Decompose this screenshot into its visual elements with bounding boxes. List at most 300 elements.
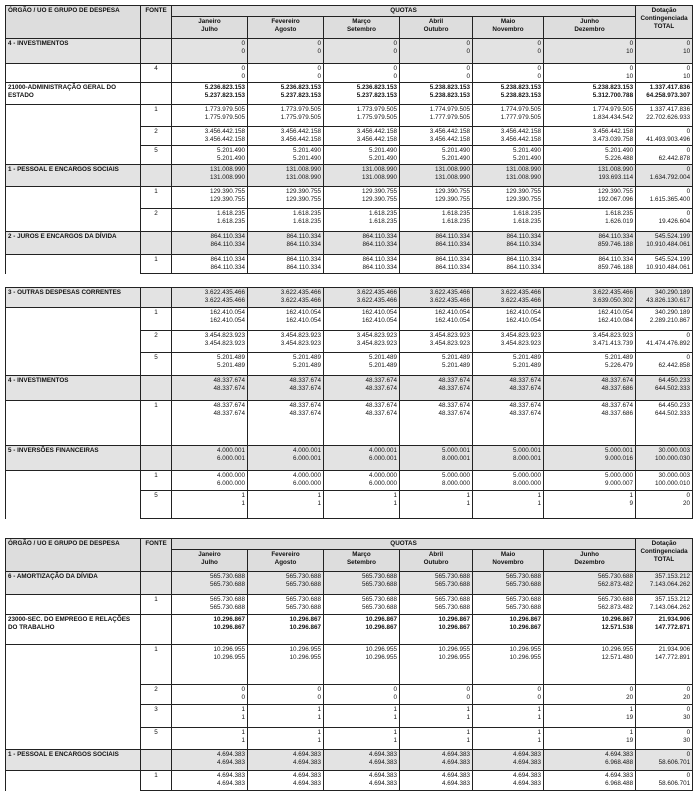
quota-cell: 4.000.000 6.000.000 xyxy=(248,471,324,491)
quota-cell: 4.694.383 4.694.383 xyxy=(400,750,473,771)
quota-cell: 864.110.334 864.110.334 xyxy=(400,232,473,255)
table-row xyxy=(6,288,693,308)
quota-cell: 0 0 xyxy=(400,64,473,83)
fonte-cell xyxy=(141,83,172,105)
quota-cell: 3.454.823.923 3.471.413.739 xyxy=(544,331,636,353)
total-cell: 64.450.233 644.502.333 xyxy=(636,401,693,446)
total-cell: 357.153.212 7.143.064.262 xyxy=(636,572,693,595)
fonte-cell xyxy=(141,288,172,308)
table-row xyxy=(6,491,693,519)
quota-cell: 4.694.383 4.694.383 xyxy=(248,750,324,771)
total-header: Dotação Contingenciada TOTAL xyxy=(636,539,693,572)
table-row xyxy=(6,471,693,491)
row-label: 23000-SEC. DO EMPREGO E RELAÇÕES DO TRABALHO xyxy=(6,615,141,645)
quota-cell: 1.773.979.505 1.775.979.505 xyxy=(324,105,400,127)
total-cell: 1.337.417.836 64.258.973.307 xyxy=(636,83,693,105)
quota-cell: 0 0 xyxy=(172,685,248,705)
quota-cell: 10.296.867 10.296.867 xyxy=(400,615,473,645)
fonte-cell: 2 xyxy=(141,331,172,353)
quota-cell: 0 0 xyxy=(324,685,400,705)
quota-cell: 1 1 xyxy=(400,491,473,519)
table-row xyxy=(6,728,693,750)
quota-cell: 10.296.867 10.296.867 xyxy=(473,615,544,645)
fonte-cell: 2 xyxy=(141,685,172,705)
quota-cell: 162.410.054 162.410.054 xyxy=(248,308,324,331)
quota-cell: 1.773.979.505 1.775.979.505 xyxy=(172,105,248,127)
table-row xyxy=(6,750,693,771)
quota-cell: 162.410.054 162.410.054 xyxy=(172,308,248,331)
month-header: Fevereiro Agosto xyxy=(248,17,324,39)
row-label xyxy=(6,401,141,446)
quota-cell: 129.390.755 129.390.755 xyxy=(400,187,473,209)
quota-cell: 48.337.674 48.337.686 xyxy=(544,401,636,446)
quota-cell: 1.618.235 1.618.235 xyxy=(473,209,544,232)
quota-cell: 1.618.235 1.626.019 xyxy=(544,209,636,232)
quota-cell: 48.337.674 48.337.674 xyxy=(400,376,473,401)
row-label xyxy=(6,146,141,165)
quota-cell: 565.730.688 565.730.688 xyxy=(473,572,544,595)
quota-cell: 5.238.823.153 5.312.700.788 xyxy=(544,83,636,105)
quota-cell: 48.337.674 48.337.674 xyxy=(324,376,400,401)
table-row xyxy=(6,572,693,595)
fonte-cell: 1 xyxy=(141,255,172,274)
fonte-cell: 1 xyxy=(141,471,172,491)
table-row xyxy=(6,209,693,232)
quota-cell: 0 0 xyxy=(172,64,248,83)
quota-cell: 10.296.955 10.296.955 xyxy=(172,645,248,685)
quota-cell: 1.774.979.505 1.834.434.542 xyxy=(544,105,636,127)
total-cell: 0 1.634.792.004 xyxy=(636,165,693,187)
quota-cell: 10.296.867 10.296.867 xyxy=(248,615,324,645)
quota-cell: 0 0 xyxy=(248,39,324,64)
quota-cell: 3.456.442.158 3.456.442.158 xyxy=(400,127,473,146)
quota-cell: 3.622.435.466 3.622.435.466 xyxy=(473,288,544,308)
quota-cell: 1 1 xyxy=(473,728,544,750)
quota-cell: 3.622.435.466 3.622.435.466 xyxy=(324,288,400,308)
row-label xyxy=(6,471,141,491)
row-label xyxy=(6,353,141,376)
quota-cell: 5.236.823.153 5.237.823.153 xyxy=(324,83,400,105)
quota-cell: 0 10 xyxy=(544,39,636,64)
quota-cell: 1 1 xyxy=(248,728,324,750)
quota-cell: 4.000.000 6.000.000 xyxy=(172,471,248,491)
total-cell: 0 62.442.878 xyxy=(636,146,693,165)
quota-cell: 1 1 xyxy=(324,705,400,728)
fonte-cell: 5 xyxy=(141,353,172,376)
quota-cell: 1 1 xyxy=(248,491,324,519)
quota-cell: 565.730.688 565.730.688 xyxy=(324,572,400,595)
fonte-cell: 2 xyxy=(141,209,172,232)
table-row xyxy=(6,615,693,645)
quota-cell: 129.390.755 129.390.755 xyxy=(172,187,248,209)
quota-cell: 5.201.490 5.226.488 xyxy=(544,146,636,165)
quota-cell: 0 10 xyxy=(544,64,636,83)
month-header: Abril Outubro xyxy=(400,550,473,572)
quota-cell: 565.730.688 562.873.482 xyxy=(544,595,636,615)
total-cell: 545.524.199 10.910.484.061 xyxy=(636,232,693,255)
row-label: 5 - INVERSÕES FINANCEIRAS xyxy=(6,446,141,471)
row-label xyxy=(6,728,141,750)
quota-cell: 5.236.823.153 5.237.823.153 xyxy=(172,83,248,105)
quota-cell: 129.390.755 192.067.096 xyxy=(544,187,636,209)
table-row xyxy=(6,353,693,376)
row-label xyxy=(6,491,141,519)
quota-cell: 565.730.688 562.873.482 xyxy=(544,572,636,595)
row-label xyxy=(6,331,141,353)
fonte-cell: 1 xyxy=(141,595,172,615)
quota-cell: 864.110.334 864.110.334 xyxy=(473,232,544,255)
fonte-cell xyxy=(141,446,172,471)
fonte-cell xyxy=(141,376,172,401)
fonte-cell xyxy=(141,232,172,255)
quota-cell: 131.008.990 193.693.114 xyxy=(544,165,636,187)
quota-cell: 4.000.001 6.000.001 xyxy=(172,446,248,471)
quota-cell: 3.456.442.158 3.456.442.158 xyxy=(324,127,400,146)
fonte-cell: 1 xyxy=(141,401,172,446)
quota-cell: 0 0 xyxy=(172,39,248,64)
table-row xyxy=(6,187,693,209)
month-header: Maio Novembro xyxy=(473,550,544,572)
quota-cell: 1 19 xyxy=(544,705,636,728)
table-row xyxy=(6,105,693,127)
total-cell: 0 41.493.903.496 xyxy=(636,127,693,146)
fonte-cell: 1 xyxy=(141,187,172,209)
quota-cell: 1 9 xyxy=(544,491,636,519)
row-label: 1 - PESSOAL E ENCARGOS SOCIAIS xyxy=(6,750,141,771)
orgao-header: ÓRGÃO / UO E GRUPO DE DESPESA xyxy=(6,6,141,39)
quota-cell: 4.000.001 6.000.001 xyxy=(324,446,400,471)
month-header: Junho Dezembro xyxy=(544,17,636,39)
quota-cell: 48.337.674 48.337.686 xyxy=(544,376,636,401)
total-cell: 30.000.003 100.000.030 xyxy=(636,446,693,471)
quota-cell: 864.110.334 859.746.188 xyxy=(544,255,636,274)
quota-cell: 864.110.334 864.110.334 xyxy=(172,232,248,255)
quota-cell: 565.730.688 565.730.688 xyxy=(172,595,248,615)
quota-cell: 1.618.235 1.618.235 xyxy=(248,209,324,232)
quota-cell: 4.694.383 4.694.383 xyxy=(473,750,544,771)
quota-cell: 129.390.755 129.390.755 xyxy=(473,187,544,209)
quota-cell: 3.454.823.923 3.454.823.923 xyxy=(248,331,324,353)
quota-cell: 5.000.001 9.000.016 xyxy=(544,446,636,471)
table-row xyxy=(6,255,693,274)
quota-cell: 3.622.435.466 3.622.435.466 xyxy=(248,288,324,308)
table-row xyxy=(6,401,693,446)
total-cell: 0 41.474.476.892 xyxy=(636,331,693,353)
table-row xyxy=(6,64,693,83)
quota-cell: 131.008.990 131.008.990 xyxy=(400,165,473,187)
quota-cell: 1 1 xyxy=(172,705,248,728)
quota-cell: 1 1 xyxy=(400,705,473,728)
quota-cell: 3.456.442.158 3.456.442.158 xyxy=(248,127,324,146)
quota-cell: 1.618.235 1.618.235 xyxy=(400,209,473,232)
row-label xyxy=(6,308,141,331)
month-header: Janeiro Julho xyxy=(172,17,248,39)
row-label: 3 - OUTRAS DESPESAS CORRENTES xyxy=(6,288,141,308)
total-cell: 21.934.906 147.772.891 xyxy=(636,645,693,685)
total-cell: 21.934.906 147.772.871 xyxy=(636,615,693,645)
quota-cell: 0 0 xyxy=(473,685,544,705)
quota-cell: 5.000.000 8.000.000 xyxy=(400,471,473,491)
quota-cell: 3.454.823.923 3.454.823.923 xyxy=(400,331,473,353)
quota-cell: 5.236.823.153 5.237.823.153 xyxy=(248,83,324,105)
quota-cell: 0 0 xyxy=(400,39,473,64)
quota-cell: 48.337.674 48.337.674 xyxy=(172,401,248,446)
quota-cell: 4.694.383 4.694.383 xyxy=(172,771,248,791)
budget-table-1 xyxy=(5,5,693,274)
total-cell: 340.290.189 43.826.130.617 xyxy=(636,288,693,308)
row-label xyxy=(6,64,141,83)
quota-cell: 4.694.383 4.694.383 xyxy=(172,750,248,771)
table-row xyxy=(6,165,693,187)
row-label xyxy=(6,685,141,705)
quota-cell: 129.390.755 129.390.755 xyxy=(248,187,324,209)
quota-cell: 162.410.054 162.410.054 xyxy=(324,308,400,331)
quota-cell: 0 20 xyxy=(544,685,636,705)
quota-cell: 1 1 xyxy=(172,728,248,750)
quota-cell: 1 1 xyxy=(324,491,400,519)
quota-cell: 131.008.990 131.008.990 xyxy=(248,165,324,187)
fonte-cell: 3 xyxy=(141,705,172,728)
quota-cell: 1.618.235 1.618.235 xyxy=(324,209,400,232)
quota-cell: 3.454.823.923 3.454.823.923 xyxy=(473,331,544,353)
quota-cell: 0 0 xyxy=(400,685,473,705)
row-label xyxy=(6,255,141,274)
quota-cell: 1 1 xyxy=(248,705,324,728)
quota-cell: 1.773.979.505 1.775.979.505 xyxy=(248,105,324,127)
quota-cell: 48.337.674 48.337.674 xyxy=(248,376,324,401)
table-row xyxy=(6,331,693,353)
quota-cell: 1 1 xyxy=(172,491,248,519)
total-cell: 0 10 xyxy=(636,64,693,83)
quota-cell: 565.730.688 565.730.688 xyxy=(400,595,473,615)
quota-cell: 5.000.000 9.000.007 xyxy=(544,471,636,491)
quota-cell: 5.238.823.153 5.238.823.153 xyxy=(473,83,544,105)
quota-cell: 4.694.383 4.694.383 xyxy=(248,771,324,791)
quota-cell: 565.730.688 565.730.688 xyxy=(473,595,544,615)
quota-cell: 0 0 xyxy=(248,64,324,83)
month-header: Junho Dezembro xyxy=(544,550,636,572)
quota-cell: 5.201.490 5.201.490 xyxy=(473,146,544,165)
quota-cell: 4.694.383 6.968.488 xyxy=(544,771,636,791)
quota-cell: 162.410.054 162.410.054 xyxy=(473,308,544,331)
quota-cell: 3.622.435.466 3.639.050.302 xyxy=(544,288,636,308)
quota-cell: 864.110.334 864.110.334 xyxy=(400,255,473,274)
quota-cell: 129.390.755 129.390.755 xyxy=(324,187,400,209)
month-header: Abril Outubro xyxy=(400,17,473,39)
quota-cell: 5.000.001 8.000.001 xyxy=(400,446,473,471)
quota-cell: 0 0 xyxy=(473,64,544,83)
quotas-header: QUOTAS xyxy=(172,539,636,550)
quota-cell: 5.201.489 5.201.489 xyxy=(473,353,544,376)
quota-cell: 565.730.688 565.730.688 xyxy=(400,572,473,595)
month-header: Maio Novembro xyxy=(473,17,544,39)
fonte-cell: 5 xyxy=(141,491,172,519)
quota-cell: 4.000.001 6.000.001 xyxy=(248,446,324,471)
quota-cell: 5.201.489 5.201.489 xyxy=(248,353,324,376)
quota-cell: 3.456.442.158 3.473.039.758 xyxy=(544,127,636,146)
quota-cell: 4.694.383 4.694.383 xyxy=(473,771,544,791)
quota-cell: 1.774.979.505 1.777.979.505 xyxy=(400,105,473,127)
quota-cell: 4.694.383 4.694.383 xyxy=(400,771,473,791)
fonte-cell xyxy=(141,572,172,595)
quota-cell: 131.008.990 131.008.990 xyxy=(324,165,400,187)
row-label xyxy=(6,127,141,146)
budget-table-3 xyxy=(5,538,693,791)
quota-cell: 565.730.688 565.730.688 xyxy=(248,572,324,595)
total-cell: 0 30 xyxy=(636,728,693,750)
orgao-header: ÓRGÃO / UO E GRUPO DE DESPESA xyxy=(6,539,141,572)
quota-cell: 131.008.990 131.008.990 xyxy=(473,165,544,187)
quota-cell: 864.110.334 864.110.334 xyxy=(248,255,324,274)
fonte-cell: 1 xyxy=(141,308,172,331)
quota-cell: 5.201.489 5.226.479 xyxy=(544,353,636,376)
quota-cell: 5.201.490 5.201.490 xyxy=(248,146,324,165)
fonte-cell: 2 xyxy=(141,127,172,146)
budget-table-2 xyxy=(5,287,693,519)
row-label: 4 - INVESTIMENTOS xyxy=(6,39,141,64)
total-cell: 30.000.003 100.000.010 xyxy=(636,471,693,491)
quota-cell: 10.296.955 10.296.955 xyxy=(473,645,544,685)
fonte-header: FONTE xyxy=(141,6,172,39)
quota-cell: 864.110.334 864.110.334 xyxy=(324,255,400,274)
quota-cell: 5.238.823.153 5.238.823.153 xyxy=(400,83,473,105)
table-row xyxy=(6,39,693,64)
quota-cell: 5.000.000 8.000.000 xyxy=(473,471,544,491)
month-header: Janeiro Julho xyxy=(172,550,248,572)
total-cell: 0 20 xyxy=(636,491,693,519)
quota-cell: 48.337.674 48.337.674 xyxy=(172,376,248,401)
table-row xyxy=(6,83,693,105)
fonte-cell: 5 xyxy=(141,728,172,750)
fonte-cell xyxy=(141,750,172,771)
quota-cell: 864.110.334 864.110.334 xyxy=(324,232,400,255)
quota-cell: 5.201.489 5.201.489 xyxy=(400,353,473,376)
quota-cell: 131.008.990 131.008.990 xyxy=(172,165,248,187)
total-cell: 545.524.199 10.910.484.061 xyxy=(636,255,693,274)
table-row xyxy=(6,705,693,728)
quota-cell: 48.337.674 48.337.674 xyxy=(324,401,400,446)
quota-cell: 0 0 xyxy=(324,39,400,64)
row-label xyxy=(6,645,141,685)
total-cell: 357.153.212 7.143.064.262 xyxy=(636,595,693,615)
fonte-header: FONTE xyxy=(141,539,172,572)
fonte-cell: 1 xyxy=(141,771,172,791)
quota-cell: 5.201.490 5.201.490 xyxy=(400,146,473,165)
quota-cell: 10.296.867 10.296.867 xyxy=(324,615,400,645)
quota-cell: 5.201.489 5.201.489 xyxy=(324,353,400,376)
quota-cell: 1 1 xyxy=(473,705,544,728)
quota-cell: 565.730.688 565.730.688 xyxy=(172,572,248,595)
fonte-cell: 1 xyxy=(141,645,172,685)
quota-cell: 48.337.674 48.337.674 xyxy=(473,376,544,401)
quota-cell: 162.410.054 162.410.054 xyxy=(400,308,473,331)
quota-cell: 1.774.979.505 1.777.979.505 xyxy=(473,105,544,127)
table-row xyxy=(6,446,693,471)
table-row xyxy=(6,376,693,401)
month-header: Fevereiro Agosto xyxy=(248,550,324,572)
quota-cell: 162.410.054 162.410.084 xyxy=(544,308,636,331)
total-cell: 0 62.442.858 xyxy=(636,353,693,376)
quota-cell: 48.337.674 48.337.674 xyxy=(248,401,324,446)
total-cell: 1.337.417.836 22.702.626.933 xyxy=(636,105,693,127)
quota-cell: 1 19 xyxy=(544,728,636,750)
quota-cell: 864.110.334 859.746.188 xyxy=(544,232,636,255)
row-label xyxy=(6,771,141,791)
quota-cell: 4.694.383 6.968.488 xyxy=(544,750,636,771)
row-label: 1 - PESSOAL E ENCARGOS SOCIAIS xyxy=(6,165,141,187)
total-cell: 0 10 xyxy=(636,39,693,64)
quota-cell: 3.454.823.923 3.454.823.923 xyxy=(324,331,400,353)
quota-cell: 48.337.674 48.337.674 xyxy=(400,401,473,446)
quota-cell: 1 1 xyxy=(324,728,400,750)
total-cell: 64.450.233 644.502.333 xyxy=(636,376,693,401)
quotas-header: QUOTAS xyxy=(172,6,636,17)
quota-cell: 864.110.334 864.110.334 xyxy=(473,255,544,274)
quota-cell: 0 0 xyxy=(248,685,324,705)
quota-cell: 10.296.867 12.571.538 xyxy=(544,615,636,645)
table-row xyxy=(6,645,693,685)
quota-cell: 1 1 xyxy=(400,728,473,750)
fonte-cell xyxy=(141,615,172,645)
table-row xyxy=(6,146,693,165)
quota-cell: 864.110.334 864.110.334 xyxy=(172,255,248,274)
row-label: 4 - INVESTIMENTOS xyxy=(6,376,141,401)
quota-cell: 10.296.955 10.296.955 xyxy=(400,645,473,685)
quota-cell: 5.000.001 8.000.001 xyxy=(473,446,544,471)
total-cell: 0 58.606.701 xyxy=(636,750,693,771)
table-row xyxy=(6,771,693,791)
table-row xyxy=(6,685,693,705)
quota-cell: 5.201.490 5.201.490 xyxy=(324,146,400,165)
quota-cell: 1 1 xyxy=(473,491,544,519)
quota-cell: 1.618.235 1.618.235 xyxy=(172,209,248,232)
total-cell: 0 30 xyxy=(636,705,693,728)
total-cell: 0 1.615.365.400 xyxy=(636,187,693,209)
total-cell: 0 58.606.701 xyxy=(636,771,693,791)
quota-cell: 0 0 xyxy=(473,39,544,64)
quota-cell: 3.456.442.158 3.456.442.158 xyxy=(473,127,544,146)
quota-cell: 3.622.435.466 3.622.435.466 xyxy=(172,288,248,308)
table-row xyxy=(6,595,693,615)
fonte-cell xyxy=(141,165,172,187)
quota-cell: 3.622.435.466 3.622.435.466 xyxy=(400,288,473,308)
quota-cell: 5.201.489 5.201.489 xyxy=(172,353,248,376)
table-row xyxy=(6,308,693,331)
total-cell: 0 20 xyxy=(636,685,693,705)
row-label xyxy=(6,705,141,728)
quota-cell: 4.694.383 4.694.383 xyxy=(324,750,400,771)
row-label: 21000-ADMINISTRAÇÃO GERAL DO ESTADO xyxy=(6,83,141,105)
fonte-cell: 1 xyxy=(141,105,172,127)
header-row xyxy=(6,539,693,550)
quota-cell: 864.110.334 864.110.334 xyxy=(248,232,324,255)
quota-cell: 3.454.823.923 3.454.823.923 xyxy=(172,331,248,353)
row-label xyxy=(6,209,141,232)
fonte-cell: 4 xyxy=(141,64,172,83)
quota-cell: 10.296.955 10.296.955 xyxy=(324,645,400,685)
table-row xyxy=(6,127,693,146)
fonte-cell: 5 xyxy=(141,146,172,165)
quota-cell: 565.730.688 565.730.688 xyxy=(248,595,324,615)
row-label: 6 - AMORTIZAÇÃO DA DÍVIDA xyxy=(6,572,141,595)
quota-cell: 10.296.955 10.296.955 xyxy=(248,645,324,685)
quota-cell: 48.337.674 48.337.674 xyxy=(473,401,544,446)
header-row xyxy=(6,6,693,17)
quota-cell: 4.000.000 6.000.000 xyxy=(324,471,400,491)
total-cell: 0 19.426.604 xyxy=(636,209,693,232)
month-header: Março Setembro xyxy=(324,550,400,572)
row-label xyxy=(6,105,141,127)
